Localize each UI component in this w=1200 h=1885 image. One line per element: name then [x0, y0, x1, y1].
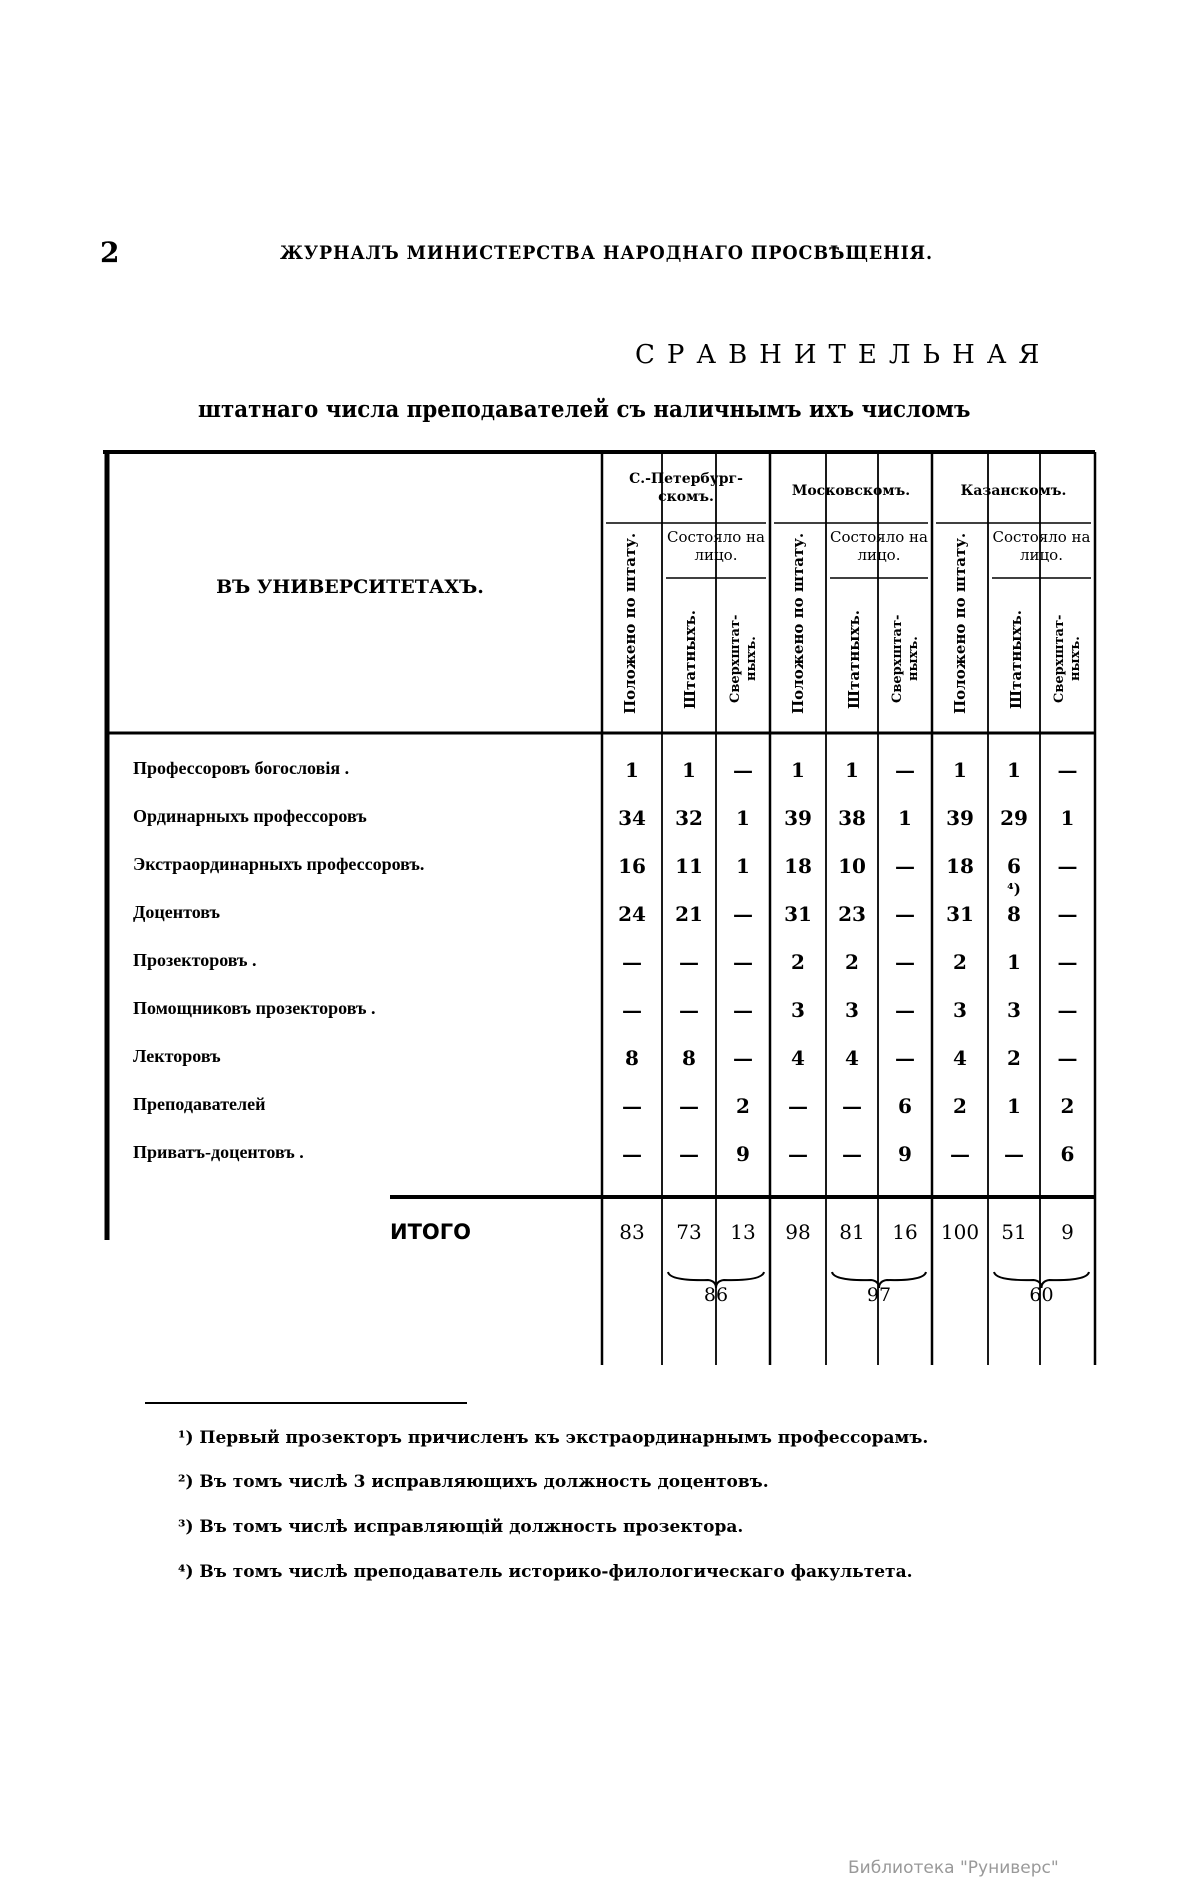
cell-value: 1 — [791, 758, 805, 782]
cell-value: 3 — [845, 998, 859, 1022]
row-label: Лекторовъ — [133, 1046, 221, 1066]
cell-value: — — [895, 950, 915, 974]
cell-value: 9 — [736, 1142, 750, 1166]
cell-value: 6 — [1007, 854, 1021, 878]
combined-total: 60 — [1029, 1284, 1054, 1306]
cell-value: 2 — [736, 1094, 750, 1118]
cell-value: — — [733, 758, 753, 782]
cell-value: — — [679, 950, 699, 974]
row-label: Экстраординарныхъ профессоровъ. — [133, 854, 425, 874]
cell-value: 29 — [1000, 806, 1028, 830]
present-header: Состояло на лицо. — [830, 528, 928, 564]
extra-header: Сверхштат-ныхъ. — [1052, 614, 1083, 704]
cell-value: 2 — [953, 1094, 967, 1118]
total-value: 100 — [940, 1220, 980, 1244]
cell-value: 31 — [946, 902, 974, 926]
cell-value: 4 — [953, 1046, 967, 1070]
cell-value: — — [1004, 1142, 1024, 1166]
cell-value: — — [842, 1142, 862, 1166]
cell-value: — — [842, 1094, 862, 1118]
cell-value: 18 — [784, 854, 812, 878]
cell-value: 32 — [675, 806, 703, 830]
cell-value: — — [679, 998, 699, 1022]
row-label: Приватъ-доцентовъ . — [133, 1142, 304, 1162]
cell-value: — — [1057, 902, 1078, 926]
cell-value: 4 — [791, 1046, 805, 1070]
cell-value: — — [622, 998, 642, 1022]
university-header: С.-Петербург-скомъ. — [629, 471, 743, 505]
cell-value: 2 — [1060, 1094, 1075, 1118]
footnote: ³) Въ томъ числѣ исправляющій должность прозектора. — [178, 1517, 744, 1537]
journal-title: ЖУРНАЛЪ МИНИСТЕРСТВА НАРОДНАГО ПРОСВѢЩЕНІЯ. — [280, 242, 934, 264]
cell-value: 21 — [675, 902, 703, 926]
cell-value: — — [733, 1046, 753, 1070]
cell-value: — — [895, 902, 915, 926]
cell-value: — — [1057, 758, 1078, 782]
cell-value: — — [622, 1142, 642, 1166]
page-number: 2 — [100, 236, 120, 269]
cell-value: — — [895, 854, 915, 878]
cell-value: — — [1057, 998, 1078, 1022]
footnote: ¹) Первый прозекторъ причисленъ къ экстраординарнымъ профессорамъ. — [178, 1428, 929, 1448]
by-staff-header: Положено по штату. — [789, 532, 807, 714]
row-label: Прозекторовъ . — [133, 950, 257, 970]
row-label: Преподавателей — [133, 1094, 266, 1114]
cell-value: 3 — [953, 998, 967, 1022]
cell-value: 18 — [946, 854, 974, 878]
cell-value: 1 — [736, 806, 750, 830]
combined-total: 97 — [866, 1284, 892, 1306]
cell-value: — — [733, 998, 753, 1022]
cell-value: — — [1057, 1046, 1078, 1070]
cell-value: 1 — [953, 758, 967, 782]
cell-value: — — [622, 1094, 642, 1118]
total-value: 83 — [619, 1220, 645, 1244]
total-value: 51 — [1001, 1220, 1027, 1244]
row-label: Доцентовъ — [133, 902, 221, 922]
cell-value: 6 — [898, 1094, 912, 1118]
university-header: Московскомъ. — [791, 483, 911, 499]
cell-value: 8 — [682, 1046, 696, 1070]
row-label: Помощниковъ прозекторовъ . — [133, 998, 376, 1018]
total-value: 73 — [676, 1220, 702, 1244]
cell-value: 10 — [838, 854, 866, 878]
cell-value: — — [788, 1142, 808, 1166]
by-staff-header: Положено по штату. — [621, 532, 639, 714]
cell-value: 4 — [845, 1046, 859, 1070]
extra-header: Сверхштат-ныхъ. — [728, 614, 759, 704]
cell-value: — — [895, 758, 915, 782]
cell-value: 8 — [625, 1046, 639, 1070]
cell-value: 39 — [784, 806, 812, 830]
cell-value: — — [622, 950, 642, 974]
cell-value: 3 — [1007, 998, 1021, 1022]
row-label: Ординарныхъ профессоровъ — [133, 806, 367, 826]
cell-value: 1 — [898, 806, 912, 830]
total-value: 9 — [1061, 1220, 1074, 1244]
cell-value: 1 — [736, 854, 750, 878]
cell-value: — — [788, 1094, 808, 1118]
cell-value: 1 — [845, 758, 859, 782]
present-header: Состояло на лицо. — [667, 528, 765, 564]
footnote: ⁴) Въ томъ числѣ преподаватель историко-филологическаго факультета. — [178, 1562, 913, 1582]
cell-value: — — [895, 1046, 915, 1070]
cell-value: 38 — [838, 806, 866, 830]
cell-value: 1 — [625, 758, 639, 782]
footnote-marker: ⁴) — [1007, 880, 1021, 898]
staff-header: Штатныхъ. — [1007, 609, 1025, 709]
cell-value: 11 — [675, 854, 703, 878]
cell-value: 8 — [1007, 902, 1021, 926]
total-value: 16 — [892, 1220, 918, 1244]
row-header: ВЪ УНИВЕРСИТЕТАХЪ. — [216, 576, 484, 598]
staff-header: Штатныхъ. — [845, 609, 863, 709]
cell-value: — — [1057, 950, 1078, 974]
cell-value: — — [679, 1094, 699, 1118]
table-title: СРАВНИТЕЛЬНАЯ — [635, 340, 1052, 370]
cell-value: 1 — [1007, 950, 1021, 974]
cell-value: 24 — [618, 902, 646, 926]
cell-value: 1 — [1007, 1094, 1021, 1118]
cell-value: — — [733, 950, 753, 974]
cell-value: 1 — [1060, 806, 1075, 830]
cell-value: 2 — [791, 950, 805, 974]
total-value: 13 — [730, 1220, 756, 1244]
total-label: ИТОГО — [390, 1220, 471, 1244]
cell-value: 3 — [791, 998, 805, 1022]
total-value: 81 — [839, 1220, 865, 1244]
cell-value: 39 — [946, 806, 974, 830]
footnote: ²) Въ томъ числѣ 3 исправляющихъ должность доцентовъ. — [178, 1472, 769, 1492]
staff-header: Штатныхъ. — [681, 609, 699, 709]
cell-value: 1 — [682, 758, 696, 782]
cell-value: 2 — [953, 950, 967, 974]
cell-value: 23 — [838, 902, 866, 926]
row-label: Профессоровъ богословія . — [133, 758, 350, 778]
cell-value: 2 — [845, 950, 859, 974]
cell-value: 16 — [618, 854, 646, 878]
cell-value: — — [733, 902, 753, 926]
by-staff-header: Положено по штату. — [951, 532, 969, 714]
university-header: Казанскомъ. — [960, 483, 1067, 499]
cell-value: — — [1057, 854, 1078, 878]
table-subtitle: штатнаго числа преподавателей съ наличнымъ ихъ числомъ — [198, 396, 971, 423]
extra-header: Сверхштат-ныхъ. — [890, 614, 921, 704]
cell-value: 34 — [618, 806, 646, 830]
cell-value: 2 — [1007, 1046, 1021, 1070]
cell-value: — — [950, 1142, 970, 1166]
cell-value: 31 — [784, 902, 812, 926]
cell-value: — — [895, 998, 915, 1022]
cell-value: 6 — [1060, 1142, 1075, 1166]
cell-value: — — [679, 1142, 699, 1166]
cell-value: 9 — [898, 1142, 912, 1166]
cell-value: 1 — [1007, 758, 1021, 782]
watermark: Библиотека "Руниверс" — [848, 1858, 1059, 1878]
combined-total: 86 — [703, 1284, 729, 1306]
present-header: Состояло на лицо. — [992, 528, 1091, 564]
total-value: 98 — [785, 1220, 811, 1244]
